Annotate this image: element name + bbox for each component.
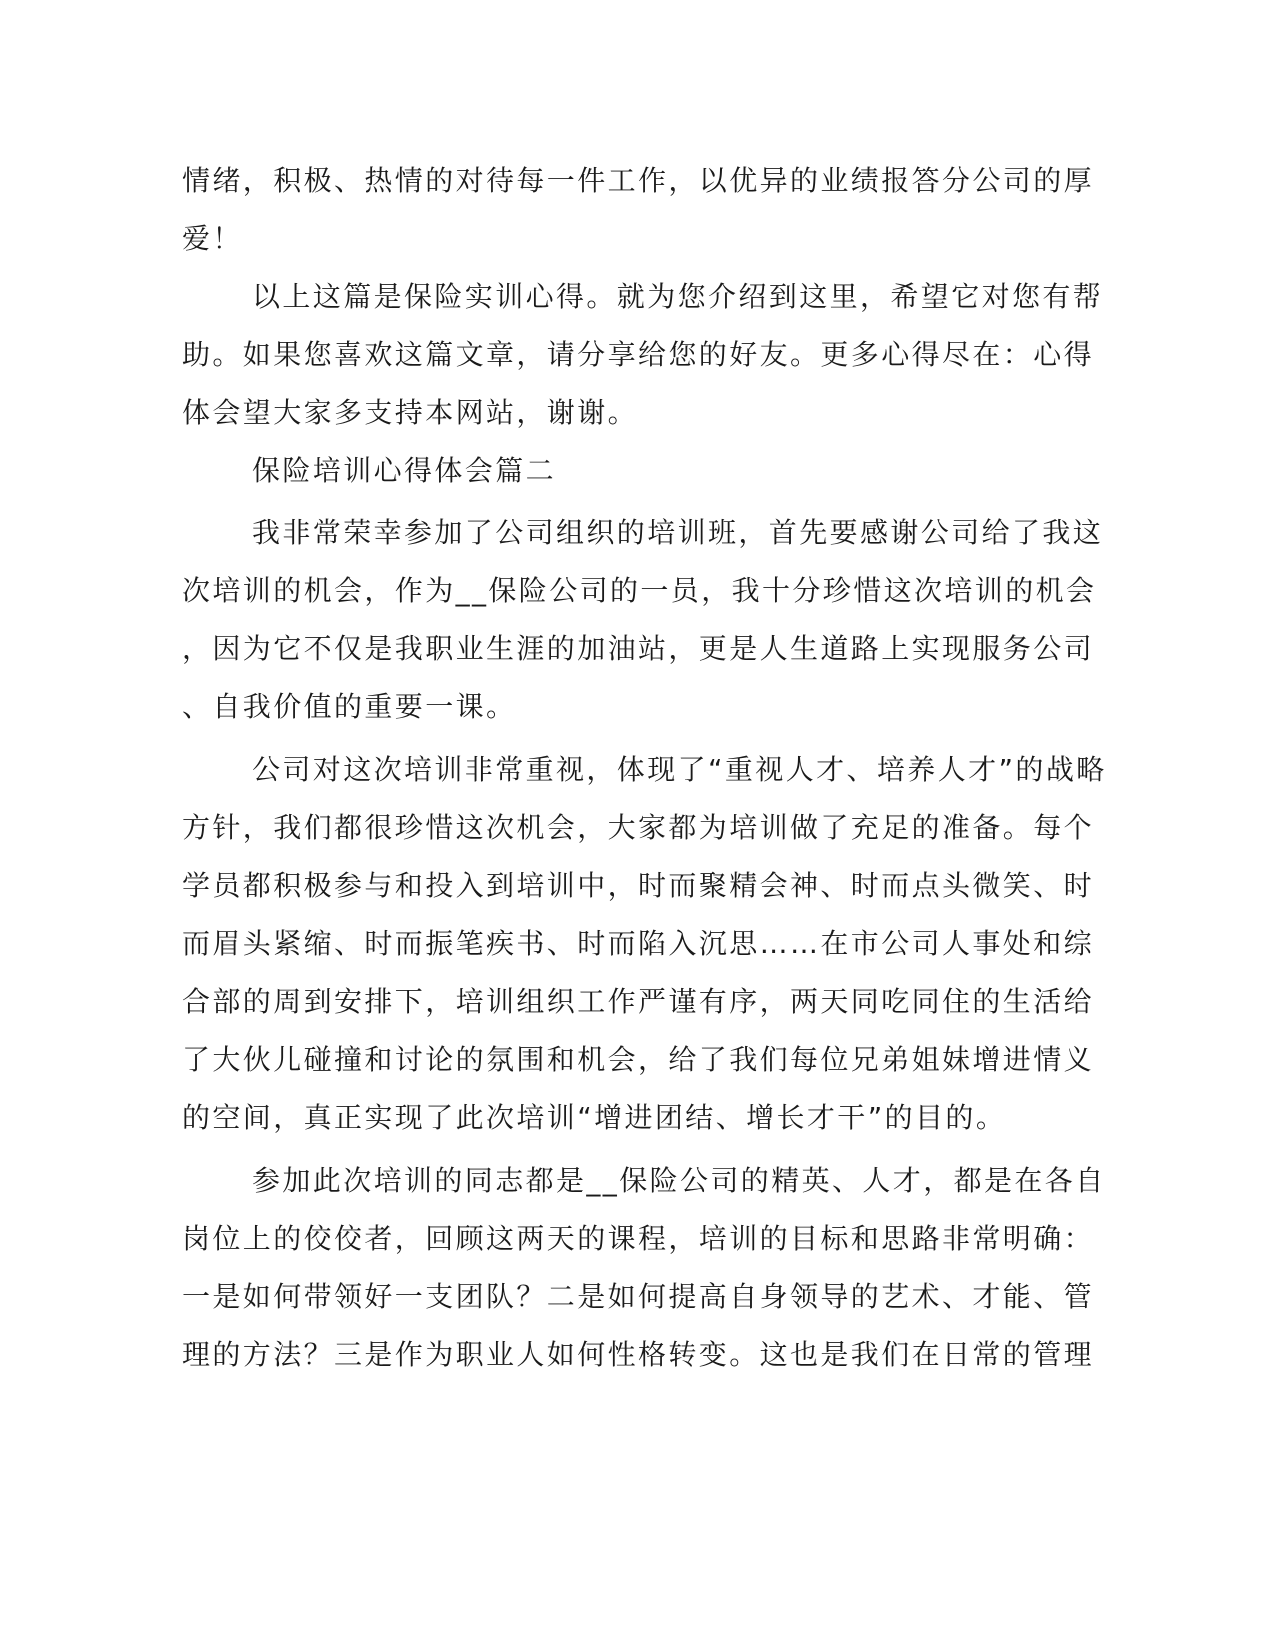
paragraph-line: 理的方法？三是作为职业人如何性格转变。这也是我们在日常的管理 bbox=[182, 1338, 1095, 1371]
paragraph-line: 了大伙儿碰撞和讨论的氛围和机会，给了我们每位兄弟姐妹增进情义 bbox=[182, 1043, 1095, 1076]
paragraph-line: 合部的周到安排下，培训组织工作严谨有序，两天同吃同住的生活给 bbox=[182, 985, 1095, 1018]
paragraph-line: 方针，我们都很珍惜这次机会，大家都为培训做了充足的准备。每个 bbox=[182, 811, 1095, 844]
paragraph-line: 爱！ bbox=[182, 222, 243, 255]
paragraph-line: 参加此次培训的同志都是__保险公司的精英、人才，都是在各自 bbox=[252, 1164, 1106, 1197]
paragraph-line: 情绪，积极、热情的对待每一件工作，以优异的业绩报答分公司的厚 bbox=[182, 164, 1095, 197]
paragraph-line: 的空间，真正实现了此次培训“增进团结、增长才干”的目的。 bbox=[182, 1101, 1007, 1134]
paragraph-line: 体会望大家多支持本网站，谢谢。 bbox=[182, 396, 639, 429]
section-heading: 保险培训心得体会篇二 bbox=[252, 454, 557, 487]
paragraph-line: 次培训的机会，作为__保险公司的一员，我十分珍惜这次培训的机会 bbox=[182, 574, 1097, 607]
paragraph-line: 我非常荣幸参加了公司组织的培训班，首先要感谢公司给了我这 bbox=[252, 516, 1104, 549]
paragraph-line: 以上这篇是保险实训心得。就为您介绍到这里，希望它对您有帮 bbox=[252, 280, 1104, 313]
paragraph-line: 岗位上的佼佼者，回顾这两天的课程，培训的目标和思路非常明确： bbox=[182, 1222, 1095, 1255]
paragraph-line: 一是如何带领好一支团队？二是如何提高自身领导的艺术、才能、管 bbox=[182, 1280, 1095, 1313]
paragraph-line: 公司对这次培训非常重视，体现了“重视人才、培养人才”的战略 bbox=[252, 753, 1107, 786]
paragraph-line: 助。如果您喜欢这篇文章，请分享给您的好友。更多心得尽在：心得 bbox=[182, 338, 1095, 371]
paragraph-line: 而眉头紧缩、时而振笔疾书、时而陷入沉思……在市公司人事处和综 bbox=[182, 927, 1095, 960]
paragraph-line: ，因为它不仅是我职业生涯的加油站，更是人生道路上实现服务公司 bbox=[182, 632, 1095, 665]
paragraph-line: 、自我价值的重要一课。 bbox=[182, 690, 517, 723]
paragraph-line: 学员都积极参与和投入到培训中，时而聚精会神、时而点头微笑、时 bbox=[182, 869, 1095, 902]
